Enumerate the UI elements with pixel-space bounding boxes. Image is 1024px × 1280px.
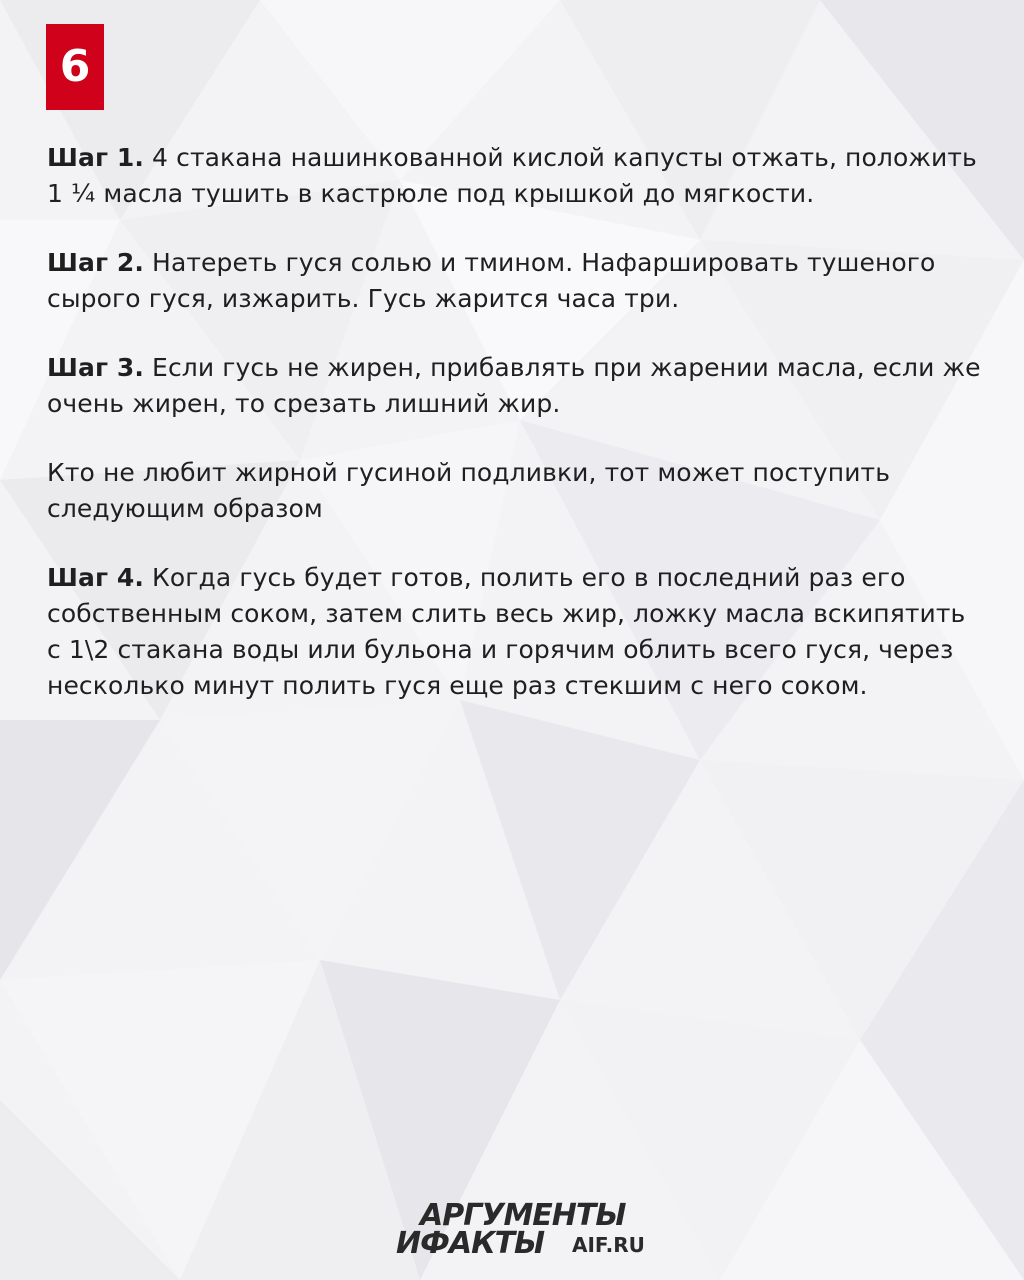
step-1-label: Шаг 1. bbox=[47, 143, 145, 172]
step-4-label: Шаг 4. bbox=[47, 563, 145, 592]
step-3-text: Если гусь не жирен, прибавлять при жарении масла, если же очень жирен, то срезать лишний жир. bbox=[47, 353, 981, 418]
step-2-paragraph bbox=[47, 245, 982, 317]
step-2-label: Шаг 2. bbox=[47, 248, 145, 277]
aif-logo bbox=[396, 1200, 656, 1264]
logo-line-2: ИФАКТЫ bbox=[396, 1226, 545, 1261]
logo-line-1: АРГУМЕНТЫ bbox=[420, 1198, 626, 1233]
step-4-text: Когда гусь будет готов, полить его в последний раз его собственным соком, затем слить весь жир, ложку масла вскипятить с 1\2 стакана воды или бульона и горячим облить всего гуся, через несколько минут полить гуся еще раз стекшим с него соком. bbox=[47, 563, 966, 700]
recipe-content bbox=[47, 140, 982, 737]
step-4-paragraph bbox=[47, 560, 982, 704]
step-3-label: Шаг 3. bbox=[47, 353, 145, 382]
step-2-text: Натереть гуся солью и тмином. Нафаршировать тушеного сырого гуся, изжарить. Гусь жарится часа три. bbox=[47, 248, 952, 313]
step-1-text: 4 стакана нашинкованной кислой капусты отжать, положить 1 ¼ масла тушить в кастрюле под крышкой до мягкости. bbox=[47, 143, 977, 208]
note-text: Кто не любит жирной гусиной подливки, тот может поступить следующим образом bbox=[47, 458, 891, 523]
page-number-badge: 6 bbox=[46, 24, 104, 110]
logo-site: AIF.RU bbox=[572, 1233, 645, 1257]
step-1-paragraph bbox=[47, 140, 982, 212]
step-3-paragraph bbox=[47, 350, 982, 422]
note-paragraph bbox=[47, 455, 982, 527]
